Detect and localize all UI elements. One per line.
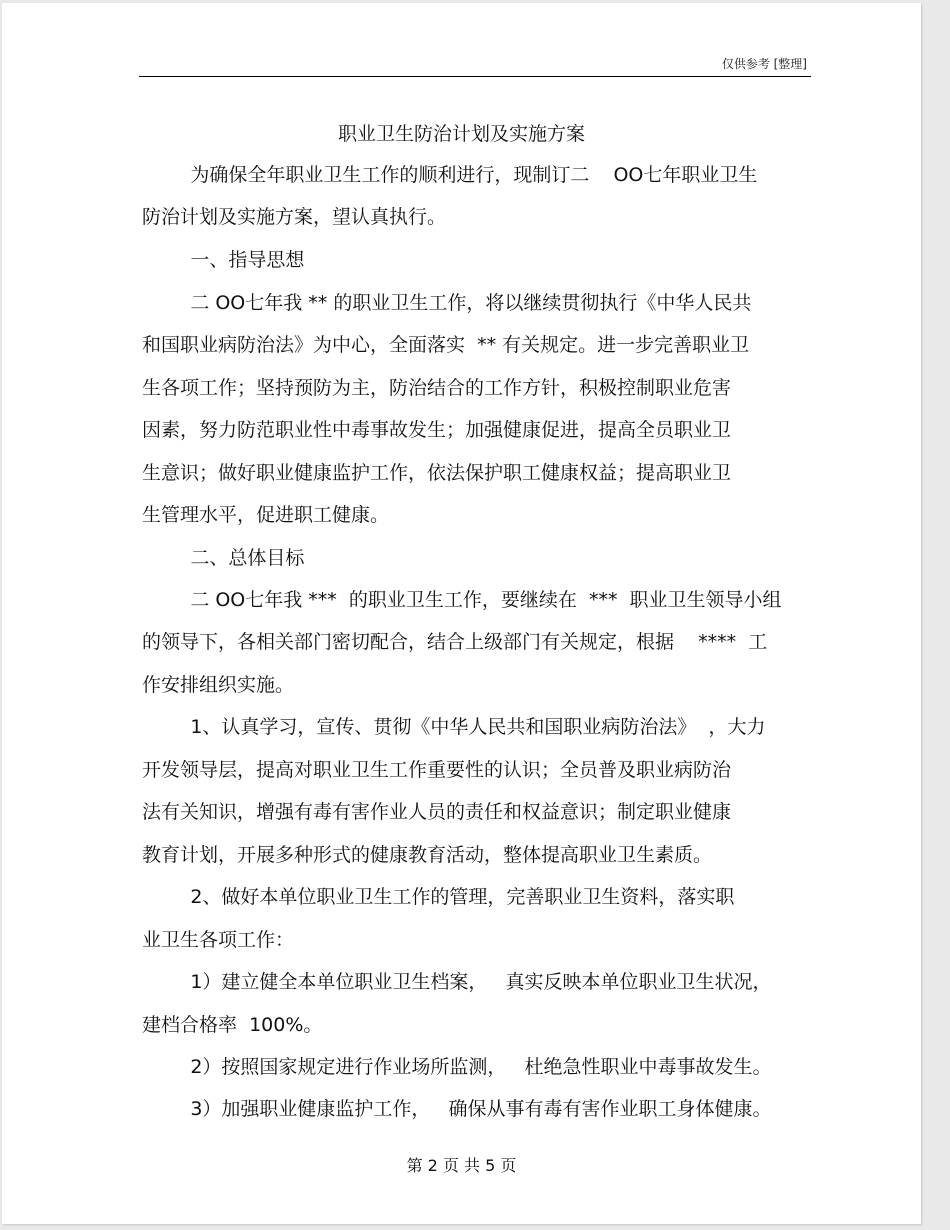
body-line: 1）建立健全本单位职业卫生档案， 真实反映本单位职业卫生状况， xyxy=(142,971,772,993)
body-line: 业卫生各项工作： xyxy=(142,929,295,951)
document-page xyxy=(2,3,921,1224)
body-line: 二 OO七年我 ** 的职业卫生工作，将以继续贯彻执行《中华人民共 xyxy=(142,292,752,314)
body-line: 生意识；做好职业健康监护工作，依法保护职工健康权益；提高职业卫 xyxy=(142,462,732,484)
body-line: 2、做好本单位职业卫生工作的管理，完善职业卫生资料，落实职 xyxy=(142,886,735,908)
body-line: 教育计划，开展多种形式的健康教育活动，整体提高职业卫生素质。 xyxy=(142,844,713,866)
body-line: 和国职业病防治法》为中心，全面落实 ** 有关规定。进一步完善职业卫 xyxy=(142,334,750,356)
page-number: 第 2 页 共 5 页 xyxy=(406,1156,517,1175)
header-rule xyxy=(139,76,811,77)
body-line: 生管理水平，促进职工健康。 xyxy=(142,504,390,526)
body-line: 防治计划及实施方案，望认真执行。 xyxy=(142,206,447,228)
body-line: 因素，努力防范职业性中毒事故发生；加强健康促进，提高全员职业卫 xyxy=(142,419,732,441)
body-line: 2）按照国家规定进行作业场所监测， 杜绝急性职业中毒事故发生。 xyxy=(142,1056,772,1078)
section-heading: 一、指导思想 xyxy=(142,249,305,271)
body-line: 二 OO七年我 *** 的职业卫生工作，要继续在 *** 职业卫生领导小组 xyxy=(142,589,782,611)
body-line: 3）加强职业健康监护工作， 确保从事有毒有害作业职工身体健康。 xyxy=(142,1098,772,1120)
body-line: 作安排组织实施。 xyxy=(142,674,295,696)
body-line: 1、认真学习，宣传、贯彻《中华人民共和国职业病防治法》 ，大力 xyxy=(142,716,766,738)
document-title: 职业卫生防治计划及实施方案 xyxy=(337,123,585,145)
body-line: 生各项工作；坚持预防为主，防治结合的工作方针，积极控制职业危害 xyxy=(142,377,732,399)
header-note: 仅供参考 [整理] xyxy=(721,57,807,71)
body-line: 法有关知识，增强有毒有害作业人员的责任和权益意识；制定职业健康 xyxy=(142,801,732,823)
body-line: 为确保全年职业卫生工作的顺利进行，现制订二 OO七年职业卫生 xyxy=(142,164,758,186)
body-line: 开发领导层，提高对职业卫生工作重要性的认识；全员普及职业病防治 xyxy=(142,759,732,781)
body-line: 建档合格率 100%。 xyxy=(142,1014,323,1036)
section-heading: 二、总体目标 xyxy=(142,547,305,569)
body-line: 的领导下，各相关部门密切配合，结合上级部门有关规定，根据 **** 工 xyxy=(142,631,768,653)
